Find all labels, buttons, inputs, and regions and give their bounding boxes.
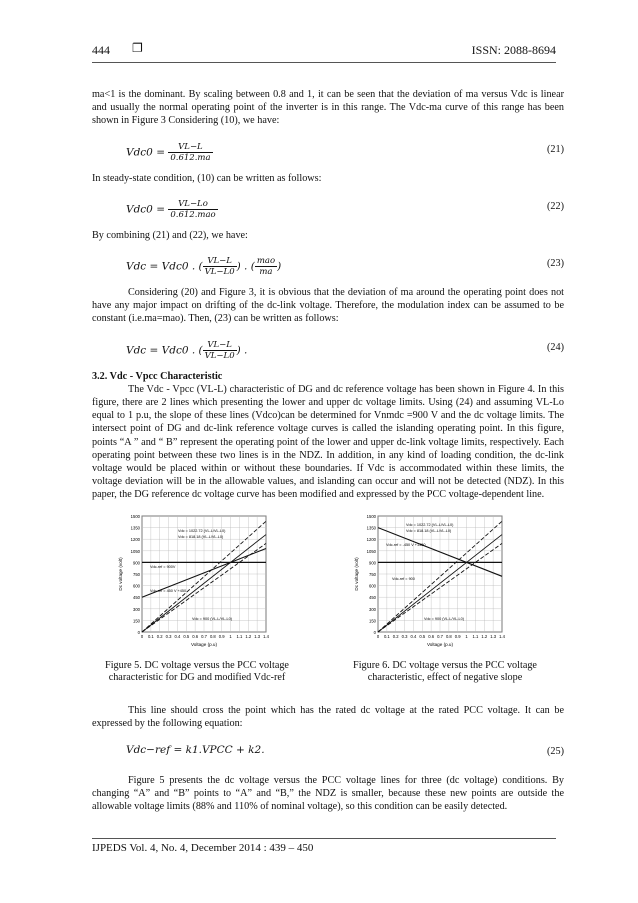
x-tick-label: 1.4 — [263, 633, 269, 639]
section-heading: 3.2. Vdc - Vpcc Characteristic — [92, 370, 223, 382]
x-tick-label: 0.4 — [410, 633, 417, 639]
y-tick-label: 750 — [133, 571, 140, 577]
y-axis-label: Dc voltage (volt) — [118, 557, 123, 591]
y-tick-label: 1050 — [130, 548, 140, 554]
paragraph: This line should cross the point which has the rated dc voltage at the rated PCC voltage. It can be expressed by the following equation: — [92, 704, 564, 729]
x-tick-label: 0.6 — [192, 633, 199, 639]
x-tick-label: 0.5 — [183, 633, 190, 639]
y-tick-label: 1500 — [130, 513, 140, 519]
figure-5 — [114, 510, 274, 660]
x-tick-label: 0.2 — [392, 633, 399, 639]
x-tick-label: 1.3 — [254, 633, 261, 639]
paragraph: Figure 5 presents the dc voltage versus the PCC voltage lines for three (dc voltage) conditions. By changing “A” and “B” points to “A” and “B,” the NDZ is smaller, because these new points are outside the allowable voltage limits (88% and 110% of nominal voltage), so this condition can be easily detected. — [92, 775, 564, 813]
series-label: Vdc = 1022.72 (VL-L/VL-L0) — [406, 522, 454, 527]
y-tick-label: 450 — [133, 594, 140, 600]
page-footer: IJPEDS Vol. 4, No. 4, December 2014 : 439 – 450 — [92, 838, 556, 854]
x-tick-label: 1.1 — [236, 633, 243, 639]
y-tick-label: 1050 — [366, 548, 376, 554]
paragraph: By combining (21) and (22), we have: — [92, 229, 248, 241]
y-tick-label: 900 — [369, 560, 376, 566]
y-tick-label: 300 — [133, 606, 140, 612]
y-tick-label: 900 — [133, 560, 140, 566]
series-label: Vdc-ref = 900 — [392, 576, 415, 581]
x-tick-label: 0.8 — [209, 633, 216, 639]
x-tick-label: 0 — [140, 633, 144, 639]
x-axis-label: Voltage (p.u) — [190, 641, 218, 647]
x-tick-label: 1.3 — [490, 633, 497, 639]
y-tick-label: 1350 — [130, 525, 140, 531]
x-tick-label: 0.7 — [201, 633, 207, 639]
y-tick-label: 450 — [369, 594, 376, 600]
series-label: Vdc-ref = -450 V +1350 — [386, 542, 426, 547]
y-axis-label: Dc voltage (volt) — [354, 557, 359, 591]
chart-fig6 — [350, 510, 510, 660]
y-tick-label: 600 — [133, 583, 140, 589]
y-tick-label: 750 — [369, 571, 376, 577]
x-tick-label: 0.9 — [218, 633, 225, 639]
y-tick-label: 1200 — [366, 536, 376, 542]
x-tick-label: 0.3 — [401, 633, 408, 639]
equation-23: Vdc = Vdc0 . ( $\frac{VL-L}{VL-L0}$ ) . ( $\frac{\text{mao}}{ma}$ ) (23) — [126, 256, 564, 278]
equation-21: Vdc0 = $\frac{VL-L}{0.612.ma}$ (21) — [126, 141, 564, 163]
x-axis-label: Voltage (p.u) — [426, 641, 454, 647]
paragraph: In steady-state condition, (10) can be written as follows: — [92, 172, 322, 184]
x-tick-label: 0.5 — [419, 633, 426, 639]
series-label: Vdc = 818.18 (VL-L/VL-L0) — [178, 534, 224, 539]
x-tick-label: 0.7 — [437, 633, 443, 639]
page-body — [92, 88, 564, 814]
figure-5-caption: Figure 5. DC voltage versus the PCC voltage characteristic for DG and modified Vdc-ref — [105, 659, 289, 684]
series-label: Vdc = 818.18 (VL-L/VL-L0) — [406, 528, 452, 533]
page-header — [92, 40, 556, 63]
y-tick-label: 1350 — [366, 525, 376, 531]
chart-fig5 — [114, 510, 274, 660]
y-tick-label: 1200 — [130, 536, 140, 542]
series-label: Vdc = 1022.72 (VL-L/VL-L0) — [178, 528, 226, 533]
figure-6-caption: Figure 6. DC voltage versus the PCC voltage characteristic, effect of negative slope — [353, 659, 537, 684]
x-tick-label: 1 — [465, 633, 468, 639]
x-tick-label: 0.4 — [174, 633, 181, 639]
y-tick-label: 150 — [369, 618, 376, 624]
paragraph: ma<1 is the dominant. By scaling between 0.8 and 1, it can be seen that the deviation of ma versus Vdc is linear and usually the normal operating point of the inverter is in this range. The Vdc-ma curve of this range has been shown in Figure 3 Considering (10), we have: — [92, 89, 564, 127]
x-tick-label: 1.4 — [499, 633, 505, 639]
figure-6 — [350, 510, 510, 660]
x-tick-label: 1.2 — [245, 633, 252, 639]
x-tick-label: 0.9 — [454, 633, 461, 639]
series-label: Vdc-ref = 450 V +450 — [150, 588, 187, 593]
x-tick-label: 1.1 — [472, 633, 479, 639]
y-tick-label: 600 — [369, 583, 376, 589]
paragraph: Considering (20) and Figure 3, it is obvious that the deviation of ma around the operating point does not have any major impact on drifting of the dc-link voltage. Therefore, the modulation index can be assumed to be constant (i.e.ma=mao). Then, (23) can be written as follows: — [92, 287, 564, 325]
box-icon: ❐ — [132, 41, 143, 55]
x-tick-label: 0.8 — [445, 633, 452, 639]
x-tick-label: 0.1 — [383, 633, 390, 639]
series-label: Vdc = 900 (VL-L/VL-L0) — [424, 616, 464, 621]
equation-22: Vdc0 = $\frac{VL-Lo}{\text{0.612.mao}}$ (22) — [126, 198, 564, 220]
x-tick-label: 0 — [376, 633, 380, 639]
y-tick-label: 300 — [369, 606, 376, 612]
equation-25: Vdc−ref = k1.VPCC + k2. (25) — [126, 744, 564, 758]
x-tick-label: 0.3 — [165, 633, 172, 639]
x-tick-label: 1 — [229, 633, 232, 639]
figures — [92, 510, 564, 660]
series-label: Vdc-ref = 900V — [150, 564, 176, 569]
y-tick-label: 0 — [137, 629, 140, 635]
series-label: Vdc = 900 (VL-L/VL-L0) — [192, 616, 232, 621]
y-tick-label: 150 — [133, 618, 140, 624]
page-number: 444 — [92, 43, 110, 57]
y-tick-label: 0 — [373, 629, 376, 635]
x-tick-label: 0.2 — [156, 633, 163, 639]
x-tick-label: 1.2 — [481, 633, 488, 639]
x-tick-label: 0.1 — [147, 633, 154, 639]
y-tick-label: 1500 — [366, 513, 376, 519]
issn: ISSN: 2088-8694 — [471, 43, 556, 57]
paragraph: The Vdc - Vpcc (VL-L) characteristic of DG and dc reference voltage has been shown in Figure 4. In this figure, there are 2 lines which presenting the lower and upper dc voltage limits. Using (24) and assuming VL-Lo equal to 1 p.u, the slope of these lines (Vdco)can be determined for Vnmdc =900 V and the dc voltage limits. The intersect point of DG and dc-link reference voltage curves is called the islanding operating point. In this figure, points “A ” and “ B” represent the operating point of the lower and upper dc-link voltage limits, respectively. Each operating point between these two lines is in the NDZ. In addition, in any kind of loading condition, the dc-link voltage would be placed within or without these boundaries. If Vdc is accommodated within these limits, the voltage deviation will be in the allowable values, and islanding can occur and will not be detected (NDZ). In this paper, the DG reference dc voltage curve has been modified and expressed by the PCC voltage-dependent line. — [92, 383, 564, 501]
equation-24: Vdc = Vdc0 . ( $\frac{VL-L}{VL-L0}$ ) . (24) — [126, 339, 564, 361]
x-tick-label: 0.6 — [428, 633, 435, 639]
